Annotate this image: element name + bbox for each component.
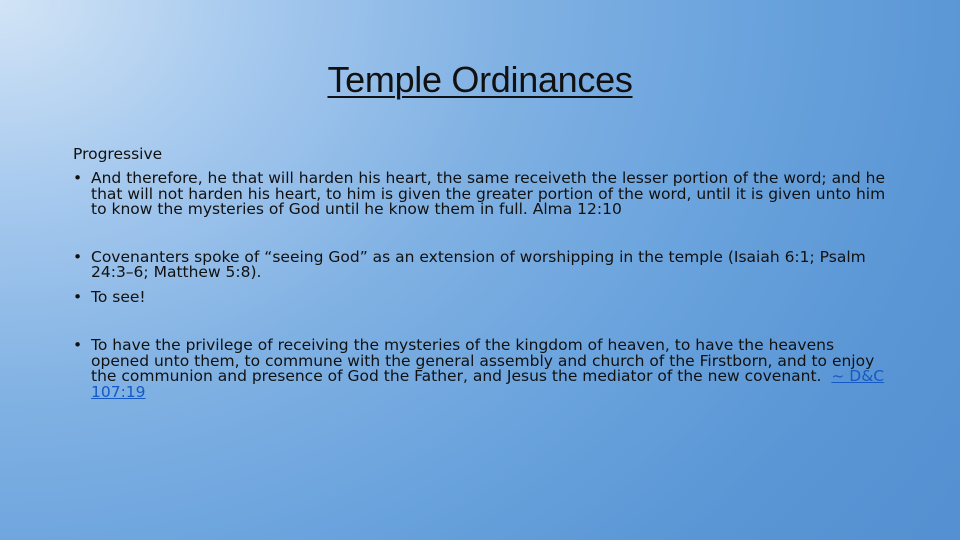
bullet-item bbox=[73, 338, 893, 400]
bullet-marker: • bbox=[73, 247, 83, 266]
slide-body bbox=[73, 144, 893, 400]
bullet-text: To have the privilege of receiving the mysteries of the kingdom of heaven, to have the heavens opened unto them, to commune with the general assembly and church of the Firstborn, and to enjoy the communion and presence of God the Father, and Jesus the mediator of the new covenant. bbox=[91, 336, 880, 385]
bullet-item bbox=[73, 247, 893, 281]
section-heading: Progressive bbox=[73, 145, 163, 163]
bullet-text: To see! bbox=[91, 287, 146, 306]
bullet-text: And therefore, he that will harden his heart, the same receiveth the lesser portion of the word; and he that will not harden his heart, to him is given the greater portion of the word, until it is given unto him to know the mysteries of God until he know them in full. Alma 12:10 bbox=[91, 169, 886, 218]
bullet-marker: • bbox=[73, 287, 83, 306]
bullet-item bbox=[73, 171, 893, 218]
bullet-item bbox=[73, 287, 893, 306]
bullet-text: Covenanters spoke of “seeing God” as an extension of worshipping in the temple (Isaiah 6:1; Psalm 24:3–6; Matthew 5:8). bbox=[91, 247, 866, 281]
scripture-reference-link[interactable]: ~ D&C 107:19 bbox=[91, 367, 885, 401]
bullet-marker: • bbox=[73, 169, 83, 187]
bullet-marker: • bbox=[73, 336, 83, 354]
slide-title: Temple Ordinances bbox=[327, 59, 633, 100]
